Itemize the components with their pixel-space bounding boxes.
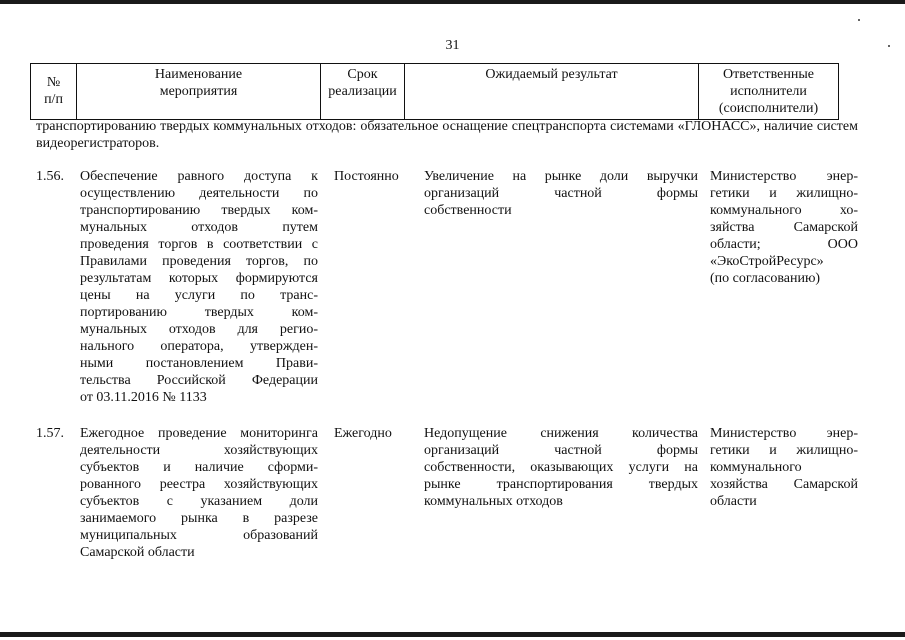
header-name: Наименование мероприятия xyxy=(77,64,321,120)
row-name: Обеспечение равного доступа к осуществлению деятельности по транспортированию твердых ком- мунальных отходов путем проведения торгов в соответствии с Правилами проведения торгов, по результатам которых формируются цены на услуги по транс- портированию твердых ком- мунальных отходов для регио- нального оператора, утвержден- ными постановлением Прави- тельства Российской Федерации от 03.11.2016 № 1133 xyxy=(80,169,318,405)
header-no: № п/п xyxy=(31,64,77,120)
row-number: 1.57. xyxy=(36,426,64,441)
scan-bottom-border xyxy=(0,632,905,637)
row-result: Недопущение снижения количества организаций частной формы собственности, оказывающих услуги на рынке транспортирования твердых коммунальных отходов xyxy=(424,426,698,509)
row-responsible: Министерство энер- гетики и жилищно- коммунального хозяйства Самарской области xyxy=(710,426,858,509)
row-number: 1.56. xyxy=(36,169,64,184)
page-number: 31 xyxy=(445,38,460,53)
continuation-text: транспортированию твердых коммунальных отходов: обязательное оснащение спецтранспорта системами «ГЛОНАСС», наличие систем видеорегистраторов. xyxy=(36,119,858,151)
row-responsible: Министерство энер- гетики и жилищно- коммунального хо- зяйства Самарской области; ООО «ЭкоСтройРесурс» (по согласованию) xyxy=(710,169,858,286)
row-result: Увеличение на рынке доли выручки организаций частной формы собственности xyxy=(424,169,698,218)
header-result: Ожидаемый результат xyxy=(405,64,699,120)
header-responsible: Ответственные исполнители (соисполнители) xyxy=(699,64,839,120)
header-term: Срок реализации xyxy=(321,64,405,120)
row-term: Ежегодно xyxy=(334,426,392,441)
table-header xyxy=(30,63,839,120)
scan-speck xyxy=(858,19,860,21)
row-term: Постоянно xyxy=(334,169,399,184)
row-name: Ежегодное проведение мониторинга деятельности хозяйствующих субъектов и наличие сформи- рованного реестра хозяйствующих субъектов с указанием доли занимаемого рынка в разрезе муниципальных образований Самарской области xyxy=(80,426,318,560)
scan-top-border xyxy=(0,0,905,4)
